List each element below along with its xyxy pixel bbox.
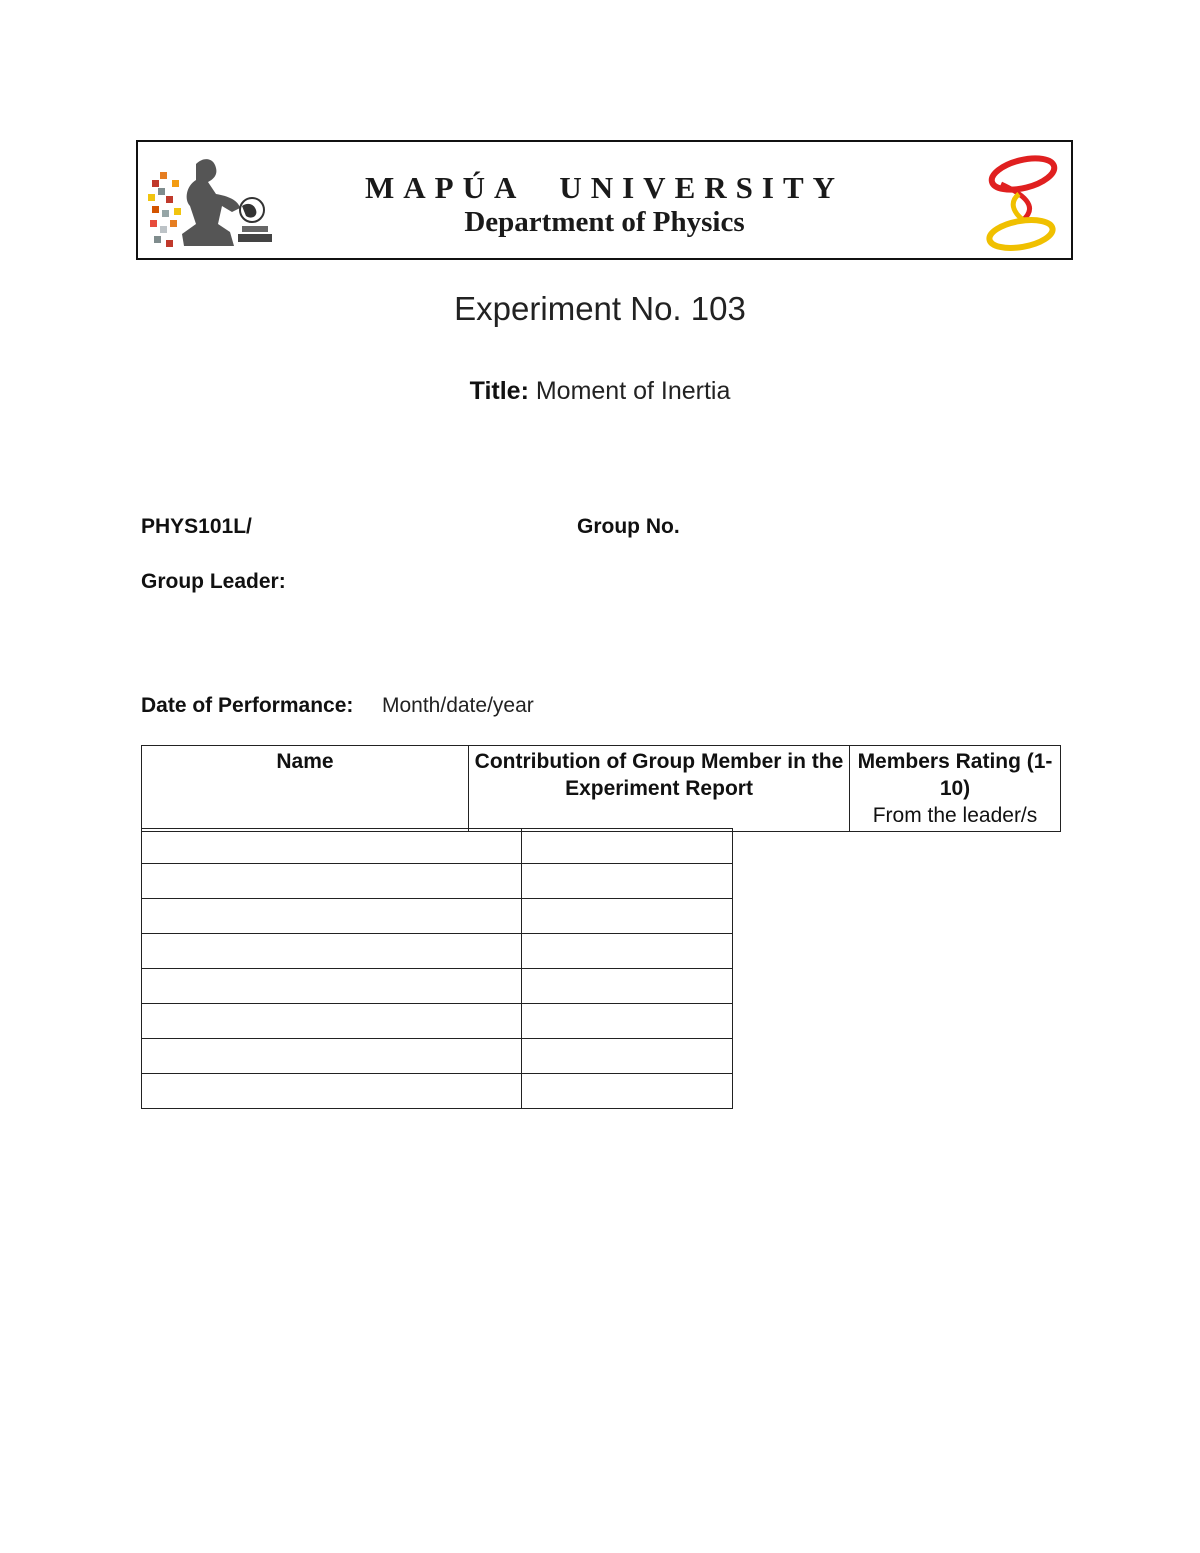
contribution-cell[interactable]: [522, 864, 733, 899]
table-row: [142, 1039, 733, 1074]
column-header-name: Name: [142, 746, 469, 832]
contribution-cell[interactable]: [522, 899, 733, 934]
table-row: [142, 1074, 733, 1109]
contribution-cell[interactable]: [522, 1074, 733, 1109]
group-number-label: Group No.: [577, 515, 680, 538]
contribution-cell[interactable]: [522, 829, 733, 864]
contribution-cell[interactable]: [522, 934, 733, 969]
table-row: [142, 899, 733, 934]
name-cell[interactable]: [142, 829, 522, 864]
rating-header-note: From the leader/s: [872, 804, 1038, 827]
name-cell[interactable]: [142, 899, 522, 934]
experiment-title: [0, 377, 1200, 406]
contribution-cell[interactable]: [522, 1004, 733, 1039]
course-code-label: PHYS101L/: [141, 515, 252, 538]
name-cell[interactable]: [142, 969, 522, 1004]
contribution-cell[interactable]: [522, 1039, 733, 1074]
column-header-contribution: Contribution of Group Member in the Experiment Report: [469, 746, 850, 832]
contribution-cell[interactable]: [522, 969, 733, 1004]
date-of-performance-label: Date of Performance:: [141, 694, 354, 717]
date-of-performance-value: Month/date/year: [382, 694, 534, 717]
name-cell[interactable]: [142, 1074, 522, 1109]
group-leader-label: Group Leader:: [141, 570, 286, 593]
physics-department-logo: [983, 150, 1061, 254]
name-cell[interactable]: [142, 1039, 522, 1074]
table-row: [142, 829, 733, 864]
university-name: MAPÚA UNIVERSITY: [364, 170, 845, 205]
table-row: [142, 864, 733, 899]
title-value: Moment of Inertia: [535, 377, 731, 405]
experiment-number: Experiment No. 103: [454, 290, 746, 327]
table-row: [142, 934, 733, 969]
member-rows-table: [141, 828, 733, 1109]
name-cell[interactable]: [142, 864, 522, 899]
title-label: Title:: [469, 377, 529, 405]
name-cell[interactable]: [142, 1004, 522, 1039]
contribution-table-header: [141, 745, 1061, 832]
department-name: Department of Physics: [464, 206, 745, 238]
rating-header-text: Members Rating (1-10): [857, 750, 1053, 800]
table-row: [142, 1004, 733, 1039]
column-header-rating: [850, 746, 1061, 832]
table-row: [142, 969, 733, 1004]
name-cell[interactable]: [142, 934, 522, 969]
header-banner: [136, 140, 1073, 260]
